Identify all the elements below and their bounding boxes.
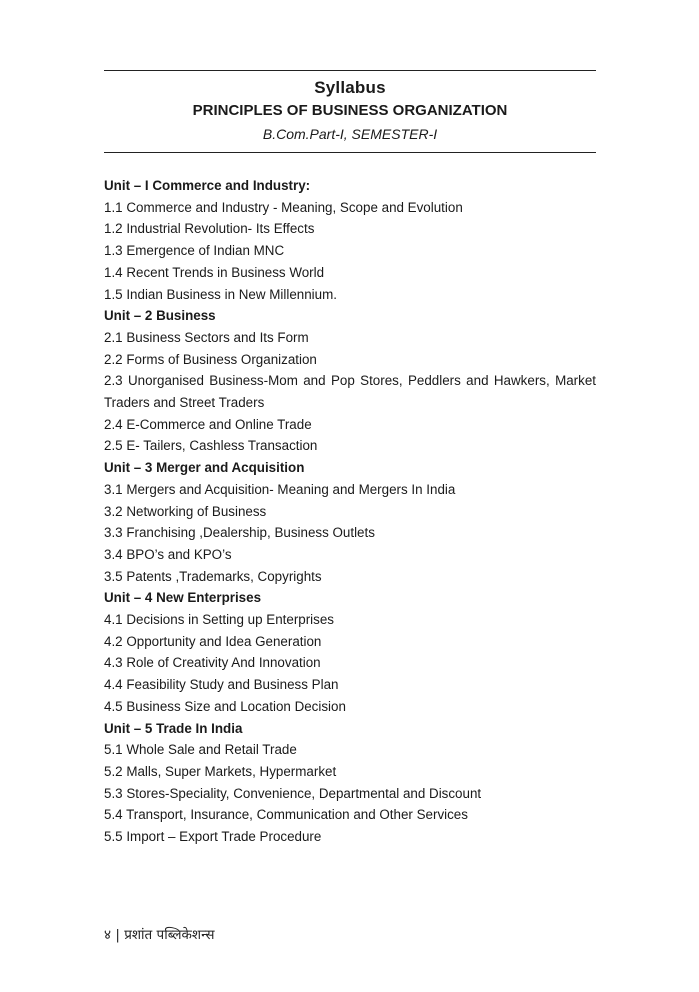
unit-2-heading: Unit – 2 Business — [104, 308, 216, 324]
unit-1-heading: Unit – I Commerce and Industry: — [104, 178, 311, 193]
unit-5-item: 5.1 Whole Sale and Retail Trade — [104, 742, 297, 758]
unit-1-item: 1.1 Commerce and Industry - Meaning, Scope and Evolution — [104, 199, 463, 215]
unit-2-item: 2.1 Business Sectors and Its Form — [104, 329, 309, 345]
unit-1-item: 1.3 Emergence of Indian MNC — [104, 243, 285, 259]
unit-2-item: 2.5 E- Tailers, Cashless Transaction — [104, 438, 318, 454]
unit-5-item: 5.3 Stores-Speciality, Convenience, Departmental and Discount — [104, 785, 482, 801]
unit-1-item: 1.4 Recent Trends in Business World — [104, 264, 325, 280]
footer-separator: | — [115, 927, 120, 943]
unit-2-item: 2.3 Unorganised Business-Mom and Pop Stores, Peddlers and Hawkers, Market Traders and Street Traders — [104, 373, 596, 411]
unit-2-item: 2.4 E-Commerce and Online Trade — [104, 416, 312, 432]
unit-3-item: 3.4 BPO’s and KPO’s — [104, 546, 232, 562]
unit-3-item: 3.2 Networking of Business — [104, 503, 267, 519]
syllabus-header — [104, 71, 596, 152]
unit-3-item: 3.1 Mergers and Acquisition- Meaning and Mergers In India — [104, 481, 456, 497]
course-label: B.Com.Part-I, SEMESTER-I — [262, 126, 438, 142]
unit-2-item: 2.2 Forms of Business Organization — [104, 351, 317, 367]
unit-4-item: 4.2 Opportunity and Idea Generation — [104, 633, 322, 649]
unit-4-item: 4.1 Decisions in Setting up Enterprises — [104, 612, 334, 628]
unit-5-item: 5.4 Transport, Insurance, Communication and Other Services — [104, 807, 468, 823]
page-title: Syllabus — [314, 78, 386, 97]
unit-3-heading: Unit – 3 Merger and Acquisition — [104, 460, 305, 476]
unit-4-heading: Unit – 4 New Enterprises — [104, 590, 262, 606]
unit-3-item: 3.5 Patents ,Trademarks, Copyrights — [104, 568, 322, 584]
page-footer — [104, 925, 215, 943]
unit-3-item: 3.3 Franchising ,Dealership, Business Outlets — [104, 525, 375, 541]
unit-5-heading: Unit – 5 Trade In India — [104, 720, 243, 736]
subject-title: PRINCIPLES OF BUSINESS ORGANIZATION — [192, 102, 508, 119]
page-number: ४ — [104, 927, 112, 943]
syllabus-page — [104, 70, 596, 848]
unit-5-item: 5.2 Malls, Super Markets, Hypermarket — [104, 763, 337, 779]
syllabus-content — [104, 175, 596, 848]
unit-4-item: 4.5 Business Size and Location Decision — [104, 698, 346, 714]
unit-4-item: 4.4 Feasibility Study and Business Plan — [104, 677, 339, 693]
unit-1-item: 1.5 Indian Business in New Millennium. — [104, 286, 337, 302]
unit-4-item: 4.3 Role of Creativity And Innovation — [104, 655, 321, 671]
unit-5-item: 5.5 Import – Export Trade Procedure — [104, 829, 322, 845]
publisher-name: प्रशांत पब्लिकेशन्स — [124, 927, 215, 943]
header-bottom-rule — [104, 152, 596, 153]
unit-1-item: 1.2 Industrial Revolution- Its Effects — [104, 221, 315, 237]
